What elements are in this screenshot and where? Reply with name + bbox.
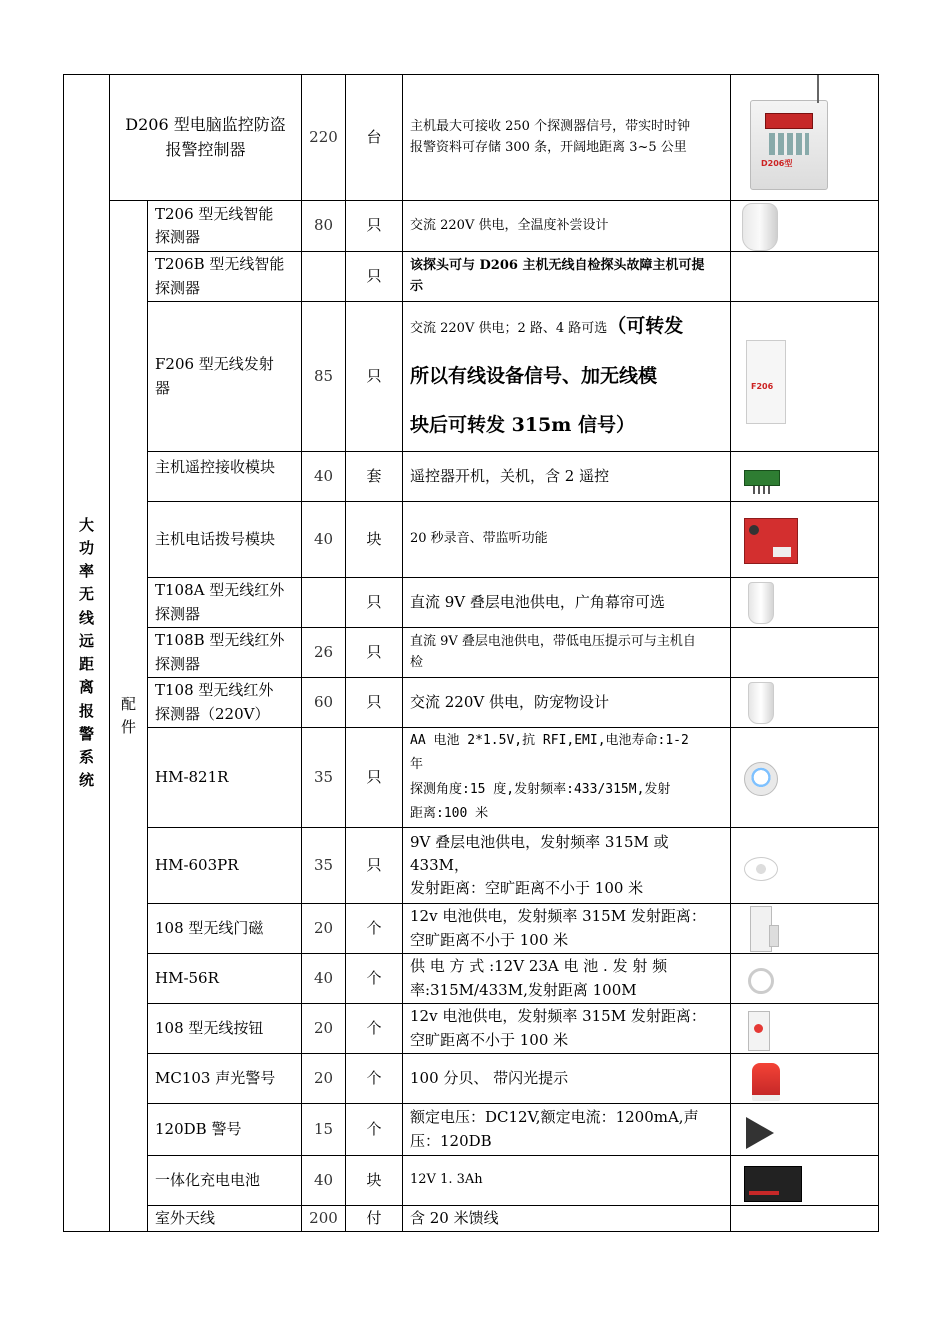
- table-row: [64, 578, 879, 628]
- item-name: T108 型无线红外 探测器（220V）: [148, 678, 302, 728]
- item-desc: 供 电 方 式 :12V 23A 电 池 . 发 射 频 率:315M/433M,发射距离 100M: [403, 954, 731, 1004]
- receiver-module-image: [744, 470, 780, 486]
- table-row: [64, 201, 879, 252]
- item-name: F206 型无线发射 器: [148, 302, 302, 452]
- item-image-cell: [731, 1004, 879, 1054]
- ring-sensor-image: [748, 968, 774, 994]
- item-unit: 只: [346, 628, 403, 678]
- accessories-label-cell: 配 件: [110, 201, 148, 1232]
- table-row: [64, 728, 879, 828]
- item-image-cell: [731, 828, 879, 904]
- item-desc: 该探头可与 D206 主机无线自检探头故障主机可提 示: [403, 252, 731, 302]
- item-unit: 个: [346, 1054, 403, 1104]
- pir-detector-image: [748, 682, 774, 724]
- item-qty: 220: [302, 75, 346, 201]
- item-unit: 个: [346, 904, 403, 954]
- table-row: [64, 1206, 879, 1232]
- item-name: T206 型无线智能 探测器: [148, 201, 302, 252]
- item-desc: 交流 220V 供电；2 路、4 路可选（可转发 所以有线设备信号、加无线模 块后可转发 315m 信号）: [403, 302, 731, 452]
- item-desc: 直流 9V 叠层电池供电，广角幕帘可选: [403, 578, 731, 628]
- item-qty: 40: [302, 954, 346, 1004]
- table-row: [64, 954, 879, 1004]
- item-unit: 个: [346, 1104, 403, 1156]
- table-row: [64, 502, 879, 578]
- item-qty: 26: [302, 628, 346, 678]
- item-desc: 交流 220V 供电，全温度补尝设计: [403, 201, 731, 252]
- table-row: [64, 75, 879, 201]
- item-name: 108 型无线按钮: [148, 1004, 302, 1054]
- item-desc: 9V 叠层电池供电，发射频率 315M 或 433M， 发射距离：空旷距离不小于 100 米: [403, 828, 731, 904]
- item-image-cell: [731, 1054, 879, 1104]
- item-qty: [302, 252, 346, 302]
- item-desc: 交流 220V 供电，防宠物设计: [403, 678, 731, 728]
- item-desc: 100 分贝、 带闪光提示: [403, 1054, 731, 1104]
- item-unit: 只: [346, 302, 403, 452]
- item-image-cell: [731, 578, 879, 628]
- system-label-cell: 大 功 率 无 线 远 距 离 报 警 系 统: [64, 75, 110, 1232]
- item-name: 108 型无线门磁: [148, 904, 302, 954]
- item-image-cell: [731, 954, 879, 1004]
- ceiling-detector-image: [744, 762, 778, 796]
- item-unit: 付: [346, 1206, 403, 1232]
- item-qty: 20: [302, 1054, 346, 1104]
- item-image-cell: [731, 728, 879, 828]
- item-desc: 遥控器开机，关机，含 2 遥控: [403, 452, 731, 502]
- table-row: [64, 1156, 879, 1206]
- item-qty: 40: [302, 452, 346, 502]
- item-unit: 只: [346, 252, 403, 302]
- item-desc: 额定电压：DC12V,额定电流：1200mA,声 压：120DB: [403, 1104, 731, 1156]
- item-name: MC103 声光警号: [148, 1054, 302, 1104]
- table-row: [64, 252, 879, 302]
- item-desc: 主机最大可接收 250 个探测器信号，带实时时钟 报警资料可存储 300 条，开阔地距离 3~5 公里: [403, 75, 731, 201]
- item-image-cell: [731, 904, 879, 954]
- item-name: T108B 型无线红外 探测器: [148, 628, 302, 678]
- item-name: T108A 型无线红外 探测器: [148, 578, 302, 628]
- battery-image: [744, 1166, 802, 1202]
- table-row: [64, 1054, 879, 1104]
- dialer-module-image: [744, 518, 798, 564]
- item-image-cell: [731, 678, 879, 728]
- item-desc: 直流 9V 叠层电池供电，带低电压提示可与主机自 检: [403, 628, 731, 678]
- panic-button-image: [748, 1011, 770, 1051]
- item-image-cell: [731, 201, 879, 252]
- item-unit: 个: [346, 954, 403, 1004]
- door-contact-image: [750, 906, 772, 952]
- horn-siren-image: [746, 1117, 774, 1149]
- table-row: [64, 452, 879, 502]
- item-qty: 200: [302, 1206, 346, 1232]
- table-row: [64, 1104, 879, 1156]
- item-qty: 40: [302, 502, 346, 578]
- item-unit: 只: [346, 728, 403, 828]
- item-name: HM-603PR: [148, 828, 302, 904]
- item-unit: 块: [346, 1156, 403, 1206]
- item-name: 主机遥控接收模块: [148, 452, 302, 502]
- item-qty: 15: [302, 1104, 346, 1156]
- item-image-cell: [731, 1206, 879, 1232]
- item-unit: 只: [346, 201, 403, 252]
- item-qty: 35: [302, 728, 346, 828]
- item-unit: 台: [346, 75, 403, 201]
- table-row: [64, 628, 879, 678]
- pir-detector-image: [742, 203, 778, 251]
- table-row: [64, 1004, 879, 1054]
- equipment-table: [63, 74, 879, 1232]
- item-qty: 85: [302, 302, 346, 452]
- item-image-cell: [731, 1104, 879, 1156]
- item-image-cell: [731, 302, 879, 452]
- item-qty: 35: [302, 828, 346, 904]
- item-unit: 套: [346, 452, 403, 502]
- item-qty: 40: [302, 1156, 346, 1206]
- item-name: 主机电话拨号模块: [148, 502, 302, 578]
- item-unit: 只: [346, 578, 403, 628]
- table-row: [64, 678, 879, 728]
- item-name: T206B 型无线智能 探测器: [148, 252, 302, 302]
- item-image-cell: [731, 1156, 879, 1206]
- table-row: [64, 904, 879, 954]
- item-image-cell: [731, 75, 879, 201]
- item-desc: 含 20 米馈线: [403, 1206, 731, 1232]
- item-desc: 12v 电池供电，发射频率 315M 发射距离： 空旷距离不小于 100 米: [403, 1004, 731, 1054]
- item-image-cell: [731, 502, 879, 578]
- smoke-detector-image: [744, 857, 778, 881]
- item-qty: [302, 578, 346, 628]
- item-unit: 个: [346, 1004, 403, 1054]
- table-row: [64, 302, 879, 452]
- item-name: D206 型电脑监控防盗 报警控制器: [110, 75, 302, 201]
- item-unit: 块: [346, 502, 403, 578]
- item-qty: 80: [302, 201, 346, 252]
- item-image-cell: [731, 628, 879, 678]
- item-unit: 只: [346, 678, 403, 728]
- item-name: 120DB 警号: [148, 1104, 302, 1156]
- alarm-control-panel-image: D206型: [750, 100, 828, 190]
- item-desc: 20 秒录音、带监听功能: [403, 502, 731, 578]
- item-desc: 12V 1. 3Ah: [403, 1156, 731, 1206]
- item-desc: 12v 电池供电，发射频率 315M 发射距离： 空旷距离不小于 100 米: [403, 904, 731, 954]
- item-name: 室外天线: [148, 1206, 302, 1232]
- item-name: HM-56R: [148, 954, 302, 1004]
- item-qty: 20: [302, 1004, 346, 1054]
- item-name: HM-821R: [148, 728, 302, 828]
- wireless-transmitter-image: F206: [746, 340, 786, 424]
- item-qty: 60: [302, 678, 346, 728]
- table-row: [64, 828, 879, 904]
- item-image-cell: [731, 452, 879, 502]
- item-desc: AA 电池 2*1.5V,抗 RFI,EMI,电池寿命:1-2 年 探测角度:15 度,发射频率:433/315M,发射 距离:100 米: [403, 728, 731, 828]
- item-name: 一体化充电电池: [148, 1156, 302, 1206]
- item-image-cell: [731, 252, 879, 302]
- pir-detector-image: [748, 582, 774, 624]
- item-qty: 20: [302, 904, 346, 954]
- item-unit: 只: [346, 828, 403, 904]
- strobe-siren-image: [752, 1063, 780, 1101]
